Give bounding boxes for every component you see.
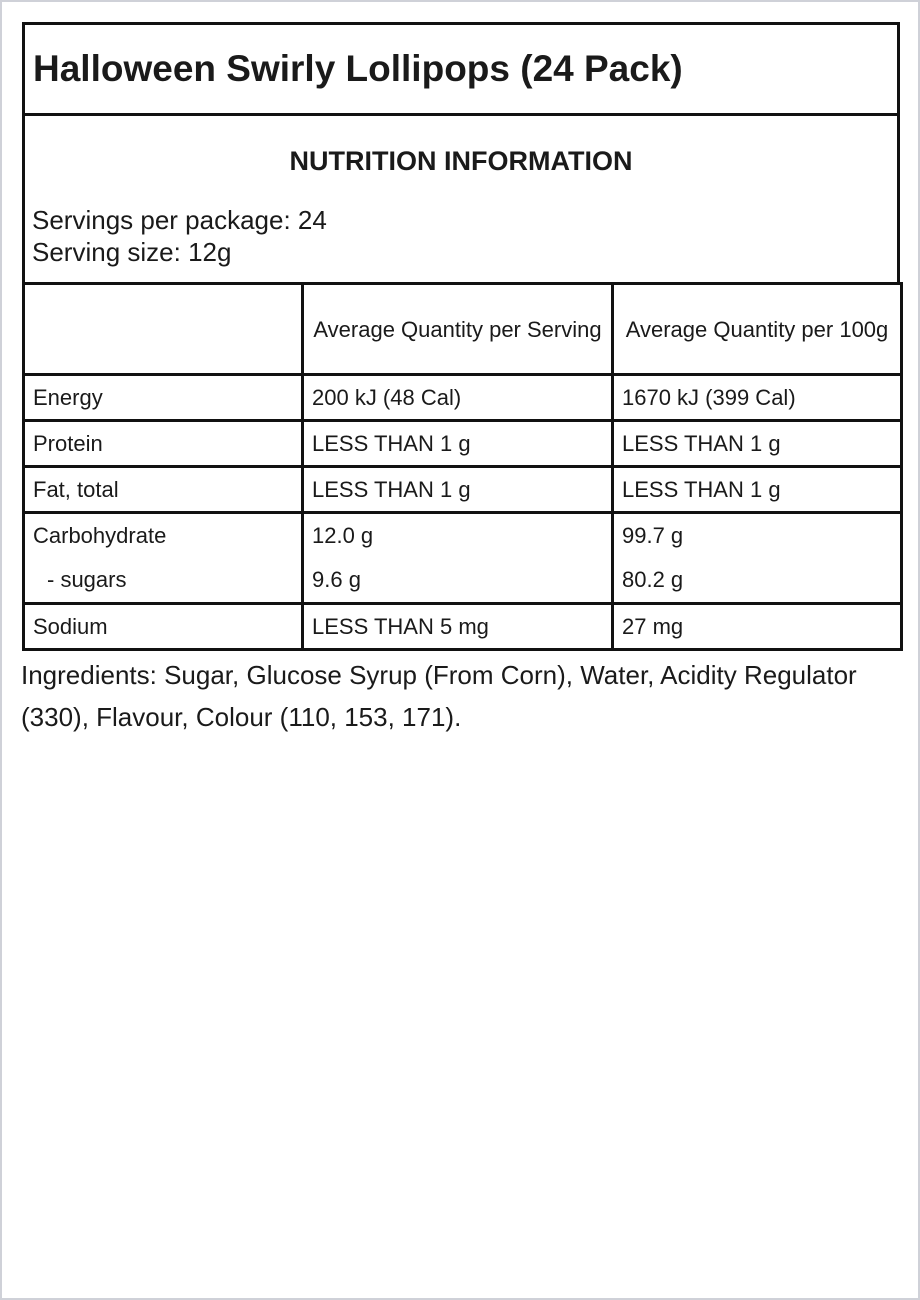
per-serving-value: LESS THAN 5 mg xyxy=(303,604,613,650)
servings-per-package: Servings per package: 24 xyxy=(32,205,327,235)
header-per-serving: Average Quantity per Serving xyxy=(303,284,613,375)
table-row-energy xyxy=(24,375,902,421)
per-serving-sub-value: 9.6 g xyxy=(312,567,361,592)
per-100g-value: 27 mg xyxy=(613,604,902,650)
nutrition-heading: NUTRITION INFORMATION xyxy=(289,146,633,176)
table-row-fat xyxy=(24,467,902,513)
nutrient-name-cell xyxy=(24,513,303,604)
header-per-100g: Average Quantity per 100g xyxy=(613,284,902,375)
nutrient-name: Sodium xyxy=(24,604,303,650)
per-serving-value: 200 kJ (48 Cal) xyxy=(303,375,613,421)
ingredients-text: Ingredients: Sugar, Glucose Syrup (From Corn), Water, Acidity Regulator (330), Flavour, Colour (110, 153, 171). xyxy=(21,660,857,732)
table-row-protein xyxy=(24,421,902,467)
table-header-row xyxy=(24,284,902,375)
serving-info xyxy=(32,204,327,268)
per-100g-value: 1670 kJ (399 Cal) xyxy=(613,375,902,421)
nutrition-table xyxy=(22,282,903,651)
nutrition-header xyxy=(22,116,900,282)
title-box xyxy=(22,22,900,116)
per-serving-cell xyxy=(303,513,613,604)
per-serving-value: LESS THAN 1 g xyxy=(303,467,613,513)
table-row-sodium xyxy=(24,604,902,650)
nutrient-name: Fat, total xyxy=(24,467,303,513)
nutrient-name: Energy xyxy=(24,375,303,421)
nutrient-sub-name: - sugars xyxy=(47,567,127,592)
per-100g-sub-value: 80.2 g xyxy=(622,567,684,592)
per-100g-value: 99.7 g xyxy=(622,523,684,548)
header-nutrient xyxy=(24,284,303,375)
per-100g-value: LESS THAN 1 g xyxy=(613,467,902,513)
serving-size: Serving size: 12g xyxy=(32,237,232,267)
table-row-carbohydrate xyxy=(24,513,902,604)
product-title: Halloween Swirly Lollipops (24 Pack) xyxy=(33,48,683,89)
per-100g-cell xyxy=(613,513,902,604)
nutrition-label xyxy=(22,22,900,651)
nutrient-name: Protein xyxy=(24,421,303,467)
per-serving-value: LESS THAN 1 g xyxy=(303,421,613,467)
per-100g-value: LESS THAN 1 g xyxy=(613,421,902,467)
per-serving-value: 12.0 g xyxy=(312,523,374,548)
nutrient-name: Carbohydrate xyxy=(33,523,167,548)
